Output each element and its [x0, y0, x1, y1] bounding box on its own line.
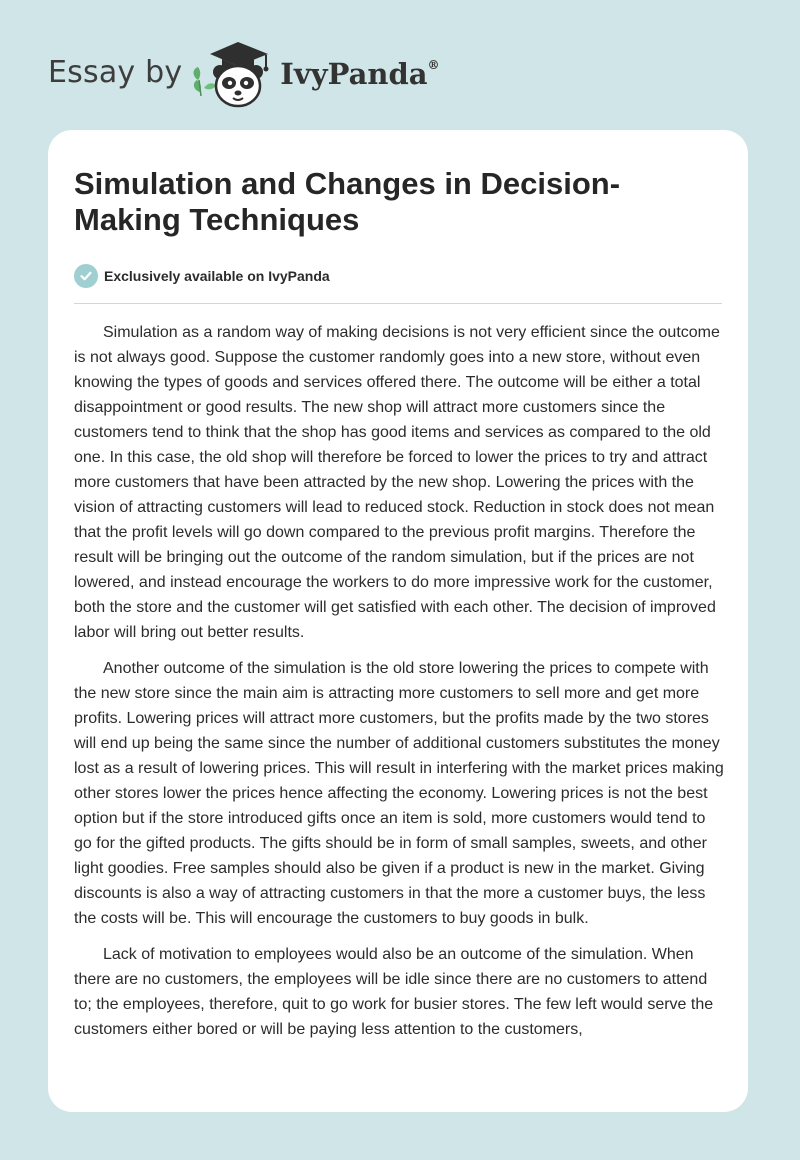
badge-label: Exclusively available on IvyPanda [104, 268, 330, 284]
divider [74, 303, 722, 304]
paragraph-2: Another outcome of the simulation is the old store lowering the prices to compete with the new store since the main aim is attracting more customers to sell more and get more profits. Lowering prices will attract more customers, but the profits made by the two stores will end up being the same since the number of additional customers substitutes the money lost as a result of lowering prices. This will result in interfering with the market prices making other stores lower the prices hence affecting the economy. Lowering prices is not the best option but if the store introduced gifts once an item is sold, more customers would tend to go for the gifted products. The gifts should be in form of small samples, sweets, and other light goodies. Free samples should also be given if a product is new in the market. Giving discounts is also a way of attracting customers in that the more a customer buys, the less the costs will be. This will encourage the customers to buy goods in bulk. [74, 660, 724, 927]
essay-body [74, 320, 724, 1053]
panda-graduate-logo-icon [188, 36, 280, 108]
site-header-logo[interactable] [48, 36, 440, 108]
paragraph-1: Simulation as a random way of making decisions is not very efficient since the outcome is not always good. Suppose the customer randomly goes into a new store, without even knowing the types of goods and services offered there. The outcome will be either a total disappointment or good results. The new shop will attract more customers since the customers tend to think that the shop has good items and services as compared to the old one. In this case, the old shop will therefore be forced to lower the prices to try and attract more customers that have been attracted by the new shop. Lowering the prices with the vision of attracting customers will lead to reduced stock. Reduction in stock does not mean that the profit levels will go down compared to the previous profit margins. Therefore the result will be bringing out the outcome of the random simulation, but if the prices are not lowered, and instead encourage the workers to do more impressive work for the customer, both the store and the customer will get satisfied with each other. The decision of improved labor will bring out better results. [74, 324, 720, 641]
ivy-leaf-icon [194, 67, 217, 96]
registered-mark: ® [427, 58, 440, 73]
essay-title: Simulation and Changes in Decision-Making Techniques [74, 166, 621, 237]
brand-prefix: Essay by [48, 54, 183, 90]
exclusive-badge [74, 264, 330, 288]
essay-card [48, 130, 748, 1112]
paragraph-3: Lack of motivation to employees would also be an outcome of the simulation. When there are no customers, the employees will be idle since there are no customers to attend to; the employees, therefore, quit to go work for busier stores. The few left would serve the customers either bored or will be paying less attention to the customers, [74, 946, 714, 1038]
brand-name: IvyPanda® [280, 57, 440, 91]
checkmark-icon [74, 264, 98, 288]
